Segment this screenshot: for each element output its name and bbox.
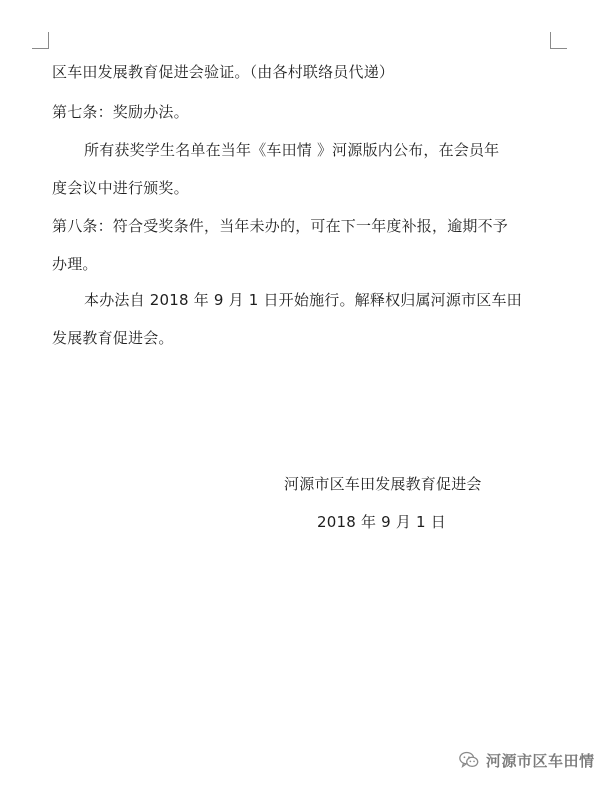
wechat-icon bbox=[458, 749, 480, 771]
crop-mark-top-left bbox=[32, 32, 49, 49]
article-eight-text: 第八条：符合受奖条件，当年未办的，可在下一年度补报，逾期不予 bbox=[52, 217, 509, 235]
effective-date-text: 本办法自 2018 年 9 月 1 日开始施行。解释权归属河源市区车田 bbox=[84, 291, 522, 309]
watermark-text: 河源市区车田情 bbox=[486, 751, 595, 770]
signature-organization: 河源市区车田发展教育促进会 bbox=[284, 475, 482, 493]
signature-date: 2018 年 9 月 1 日 bbox=[317, 513, 446, 531]
paragraph-line: 所有获奖学生名单在当年《车田情 》河源版内公布，在会员年 bbox=[84, 141, 500, 159]
paragraph-line: 办理。 bbox=[52, 255, 98, 273]
paragraph-line: 发展教育促进会。 bbox=[52, 329, 174, 347]
watermark bbox=[458, 748, 595, 772]
paragraph-line: 度会议中进行颁奖。 bbox=[52, 179, 189, 197]
article-seven-heading: 第七条：奖励办法。 bbox=[52, 103, 189, 121]
crop-mark-top-right bbox=[550, 32, 567, 49]
paragraph-line: 区车田发展教育促进会验证。（由各村联络员代递） bbox=[52, 63, 395, 81]
